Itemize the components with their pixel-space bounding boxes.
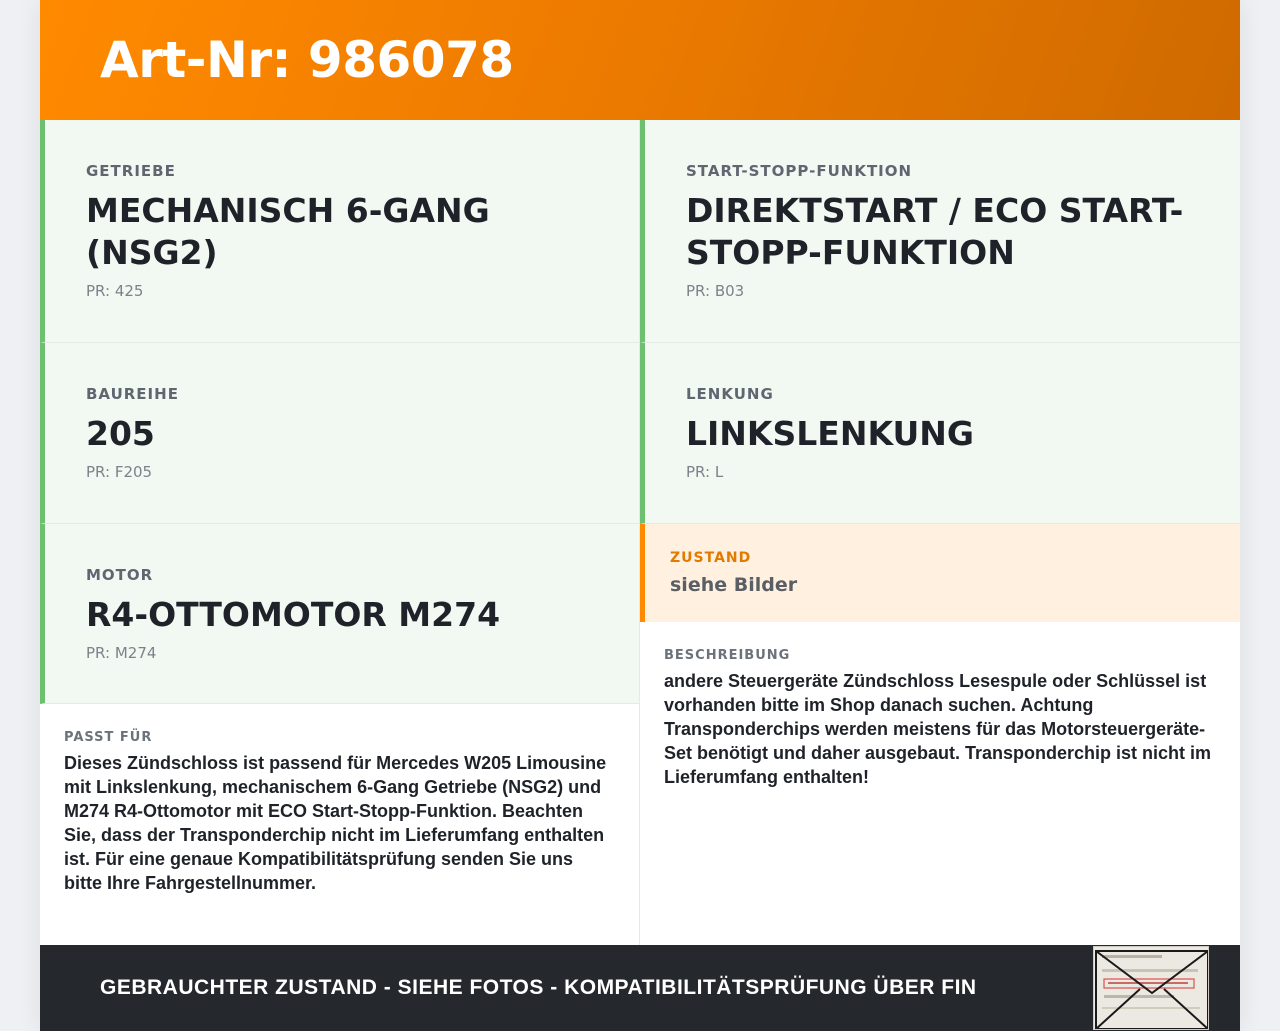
beschreibung-text: andere Steuergeräte Zündschloss Lesespule oder Schlüssel ist vorhanden bitte im Shop danach suchen. Achtung Transponderchips werden meistens für das Motorsteuergeräte-Set benötigt und daher ausgebaut. Transponderchip ist nicht im Lieferumfang enthalten! <box>664 671 1212 787</box>
passt-fuer-label: PASST FÜR <box>64 730 153 745</box>
spec-value: LINKSLENKUNG <box>686 414 974 453</box>
spec-label: LENKUNG <box>686 385 774 403</box>
spec-pr-code: PR: L <box>686 463 724 481</box>
zustand-label: ZUSTAND <box>670 550 752 566</box>
spec-value: DIREKTSTART / ECO START-STOPP-FUNKTION <box>686 191 1184 272</box>
passt-fuer-text: Dieses Zündschloss ist passend für Mercedes W205 Limousine mit Linkslenkung, mechanischem 6-Gang Getriebe (NSG2) und M274 R4-Ottomotor mit ECO Start-Stopp-Funktion. Beachten Sie, dass der Transponderchip nicht im Lieferumfang enthalten ist. Für eine genaue Kompatibilitätsprüfung senden Sie uns bitte Ihre Fahrgestellnummer. <box>64 753 607 893</box>
footer-text: GEBRAUCHTER ZUSTAND - SIEHE FOTOS - KOMPATIBILITÄTSPRÜFUNG ÜBER FIN <box>100 976 977 999</box>
header-bar <box>40 0 1240 120</box>
right-column <box>640 120 1240 945</box>
spec-pr-code: PR: 425 <box>86 282 144 300</box>
beschreibung-label: BESCHREIBUNG <box>664 648 791 663</box>
spec-pr-code: PR: F205 <box>86 463 153 481</box>
spec-motor <box>40 524 639 704</box>
spec-baureihe <box>40 343 639 524</box>
spec-grid <box>40 120 1240 945</box>
spec-label: BAUREIHE <box>86 385 179 403</box>
footer-bar <box>40 945 1240 1031</box>
spec-lenkung <box>640 343 1240 524</box>
spec-pr-code: PR: B03 <box>686 282 745 300</box>
left-column <box>40 120 640 945</box>
article-number-title: Art-Nr: 986078 <box>100 31 514 89</box>
zustand-value: siehe Bilder <box>670 574 798 596</box>
spec-pr-code: PR: M274 <box>86 644 157 662</box>
spec-value: 205 <box>86 414 155 453</box>
spec-label: MOTOR <box>86 566 154 584</box>
beschreibung-section <box>640 622 1240 789</box>
spec-start-stopp <box>640 120 1240 343</box>
spec-getriebe <box>40 120 639 343</box>
passt-fuer-section <box>40 704 639 895</box>
envelope-photo-icon[interactable] <box>1093 946 1209 1030</box>
envelope-photo-graphic <box>1094 947 1209 1030</box>
spec-value: MECHANISCH 6-GANG (NSG2) <box>86 191 490 272</box>
spec-value: R4-OTTOMOTOR M274 <box>86 595 501 634</box>
product-card <box>40 0 1240 1031</box>
spec-label: START-STOPP-FUNKTION <box>686 162 913 180</box>
zustand-box <box>640 524 1240 622</box>
spec-label: GETRIEBE <box>86 162 176 180</box>
